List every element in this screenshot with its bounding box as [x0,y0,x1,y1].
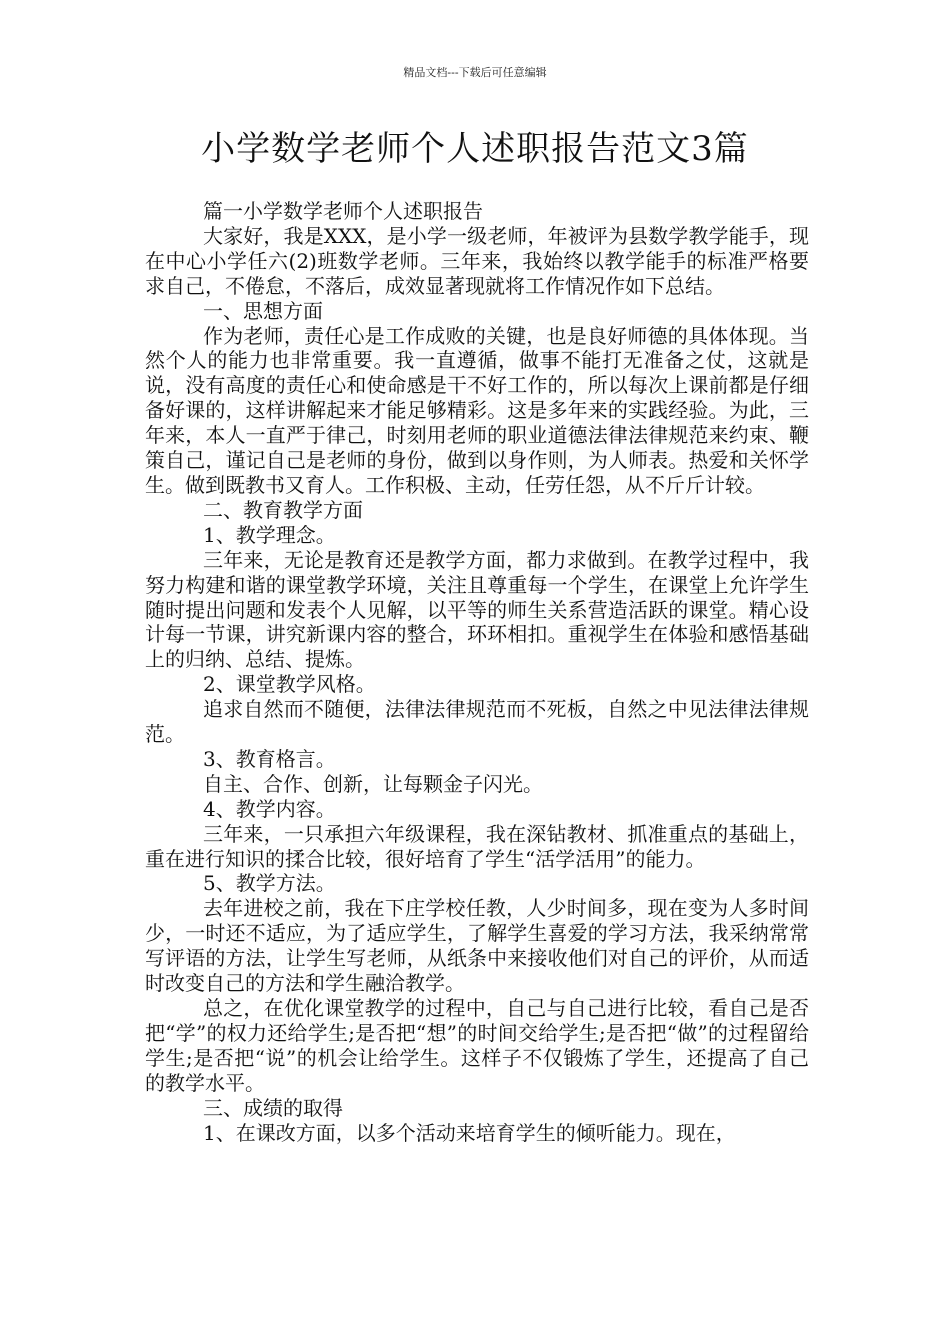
section-heading: 篇一小学数学老师个人述职报告 [203,199,483,223]
section-heading: 三、成绩的取得 [203,1095,343,1120]
section-heading: 一、思想方面 [203,298,323,323]
subheading: 1、教学理念。 [203,522,336,547]
subheading: 5、教学方法。 [203,871,336,896]
subheading: 2、课堂教学风格。 [203,672,376,697]
body-paragraph: 1、在课改方面，以多个活动来培育学生的倾听能力。现在， [203,1120,736,1145]
header-note: 精品文档---下载后可任意编辑 [403,66,547,79]
body-paragraph: 自主、合作、创新，让每颗金子闪光。 [203,771,543,796]
body-paragraph: 去年进校之前，我在下庄学校任教，人少时间多，现在变为人多时间少，一时还不适应，为了适应学生，了解学生喜爱的学习方法，我采纳常常写评语的方法，让学生写老师，从纸条中来接收他们对自己的评价，从而适时改变自己的方法和学生融洽教学。 [145,896,809,996]
document-title: 小学数学老师个人述职报告范文3篇 [201,129,749,169]
subheading: 4、教学内容。 [203,796,336,821]
subheading: 3、教育格言。 [203,746,336,771]
body-paragraph: 大家好，我是XXX，是小学一级老师，年被评为县数学教学能手，现在中心小学任六(2)班数学老师。三年来，我始终以教学能手的标准严格要求自己，不倦怠，不落后，成效显著现就将工作情况作如下总结。 [145,223,809,298]
body-paragraph: 作为老师，责任心是工作成败的关键，也是良好师德的具体体现。当然个人的能力也非常重要。我一直遵循，做事不能打无准备之仗，这就是说，没有高度的责任心和使命感是干不好工作的，所以每次上课前都是仔细备好课的，这样讲解起来才能足够精彩。这是多年来的实践经验。为此，三年来，本人一直严于律己，时刻用老师的职业道德法律法律规范来约束、鞭策自己，谨记自己是老师的身份，做到以身作则，为人师表。热爱和关怀学生。做到既教书又育人。工作积极、主动，任劳任怨，从不斤斤计较。 [145,323,809,497]
body-paragraph: 三年来，无论是教育还是教学方面，都力求做到。在教学过程中，我努力构建和谐的课堂教学环境，关注且尊重每一个学生，在课堂上允许学生随时提出问题和发表个人见解，以平等的师生关系营造活跃的课堂。精心设计每一节课，讲究新课内容的整合，环环相扣。重视学生在体验和感悟基础上的归纳、总结、提炼。 [145,547,809,672]
document-body [145,199,809,1145]
body-paragraph: 追求自然而不随便，法律法律规范而不死板，自然之中见法律法律规范。 [145,697,809,747]
section-heading: 二、教育教学方面 [203,497,363,522]
body-paragraph: 三年来，一只承担六年级课程，我在深钻教材、抓准重点的基础上，重在进行知识的揉合比较，很好培育了学生“活学活用”的能力。 [145,821,809,871]
body-paragraph: 总之，在优化课堂教学的过程中，自己与自己进行比较，看自己是否把“学”的权力还给学生;是否把“想”的时间交给学生;是否把“做”的过程留给学生;是否把“说”的机会让给学生。这样子不仅锻炼了学生，还提高了自己的教学水平。 [145,996,809,1095]
